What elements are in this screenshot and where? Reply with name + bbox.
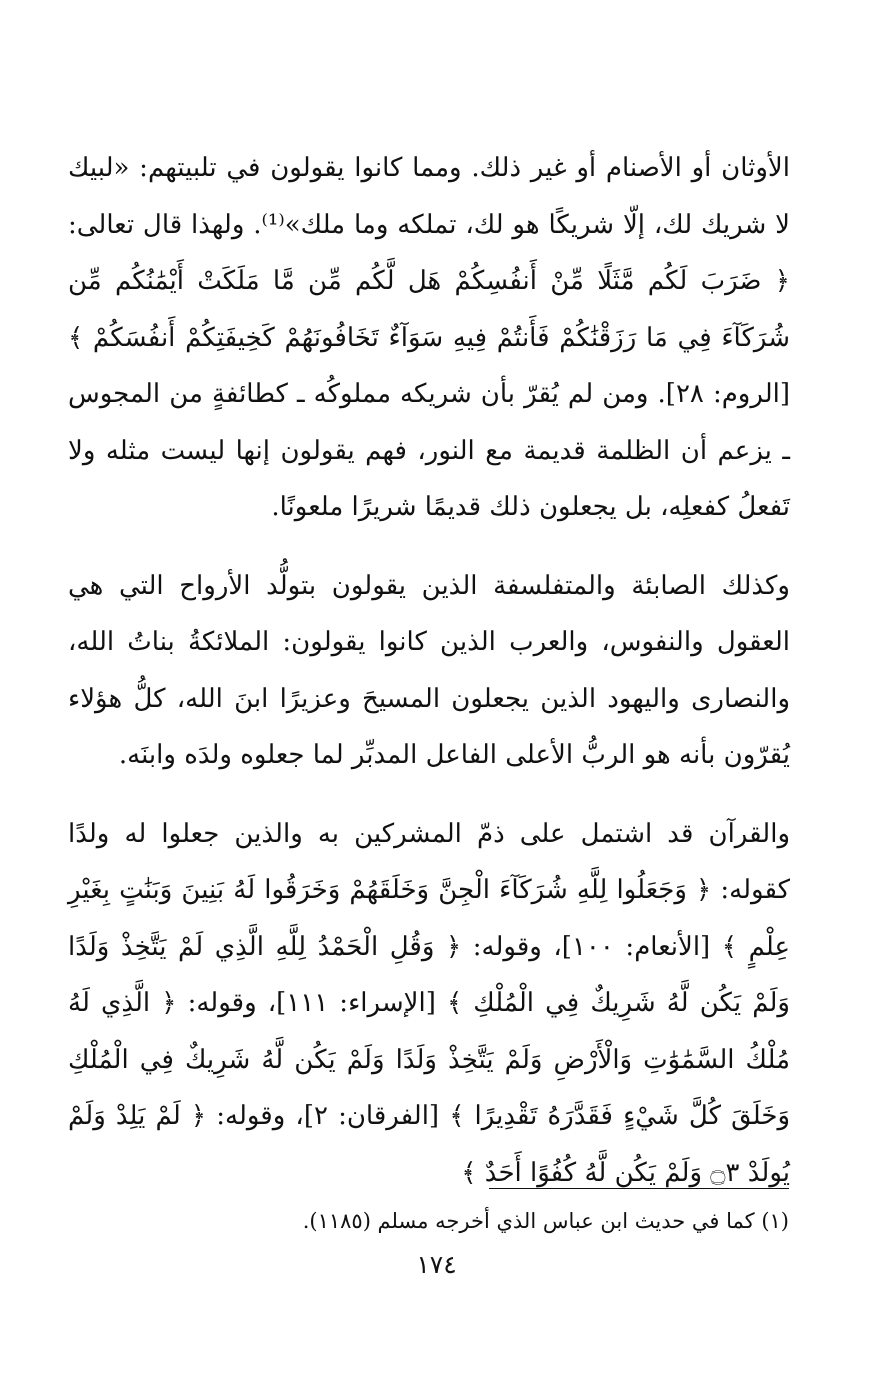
- body-paragraph: الأوثان أو الأصنام أو غير ذلك. ومما كانوا يقولون في تلبيتهم: «لبيك لا شريك لك، إلّا شريكًا هو لك، تملكه وما ملك»⁽¹⁾. ولهذا قال تعالى: ﴿ ضَرَبَ لَكُم مَّثَلًا مِّنْ أَنفُسِكُمْ هَل لَّكُم مِّن مَّا مَلَكَتْ أَيْمَٰنُكُم مِّن شُرَكَآءَ فِي مَا رَزَقْنَٰكُمْ فَأَنتُمْ فِيهِ سَوَآءٌ تَخَافُونَهُمْ كَخِيفَتِكُمْ أَنفُسَكُمْ ﴾ [الروم: ٢٨]. ومن لم يُقرّ بأن شريكه مملوكُه ـ كطائفةٍ من المجوس ـ يزعم أن الظلمة قديمة مع النور، فهم يقولون إنها ليست مثله ولا تَفعلُ كفعلِه، بل يجعلون ذلك قديمًا شريرًا ملعونًا.: [68, 153, 791, 522]
- body-paragraph: والقرآن قد اشتمل على ذمّ المشركين به والذين جعلوا له ولدًا كقوله: ﴿ وَجَعَلُوا لِلَّهِ شُرَكَآءَ الْجِنَّ وَخَلَقَهُمْ وَخَرَقُوا لَهُ بَنِينَ وَبَنَٰتٍ بِغَيْرِ عِلْمٍ ﴾ [الأنعام: ١٠٠]، وقوله: ﴿ وَقُلِ الْحَمْدُ لِلَّهِ الَّذِي لَمْ يَتَّخِذْ وَلَدًا وَلَمْ يَكُن لَّهُ شَرِيكٌ فِي الْمُلْكِ ﴾ [الإسراء: ١١١]، وقوله: ﴿ الَّذِي لَهُ مُلْكُ السَّمَٰوَٰتِ وَالْأَرْضِ وَلَمْ يَتَّخِذْ وَلَدًا وَلَمْ يَكُن لَّهُ شَرِيكٌ فِي الْمُلْكِ وَخَلَقَ كُلَّ شَيْءٍ فَقَدَّرَهُ تَقْدِيرًا ﴾ [الفرقان: ٢]، وقوله: ﴿ لَمْ يَلِدْ وَلَمْ يُولَدْ ۝٣ وَلَمْ يَكُن لَّهُ كُفُوًا أَحَدٌ ﴾: [68, 818, 790, 1188]
- footnote-divider: [489, 1188, 789, 1189]
- body-paragraph: وكذلك الصابئة والمتفلسفة الذين يقولون بتولُّد الأرواح التي هي العقول والنفوس، والعرب الذين كانوا يقولون: الملائكةُ بناتُ الله، والنصارى واليهود الذين يجعلون المسيحَ وعزيرًا ابنَ الله، كلُّ هؤلاء يُقرّون بأنه هو الربُّ الأعلى الفاعل المدبِّر لما جعلوه ولدَه وابنَه.: [68, 570, 790, 770]
- page-body: [68, 140, 790, 1201]
- footnote: (١) كما في حديث ابن عباس الذي أخرجه مسلم (١١٨٥).: [302, 1209, 789, 1233]
- page-number: ١٧٤: [416, 1250, 457, 1279]
